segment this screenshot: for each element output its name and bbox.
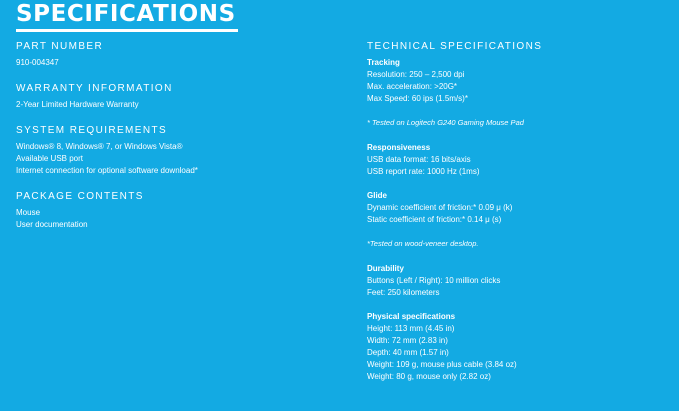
section-heading: WARRANTY INFORMATION (16, 83, 173, 94)
tracking-group (367, 57, 667, 105)
spec-line: USB data format: 16 bits/axis (367, 155, 471, 164)
durability-title: Durability (367, 264, 404, 273)
section-heading: PART NUMBER (16, 41, 104, 52)
title-underline (16, 29, 238, 32)
spec-line: Resolution: 250 – 2,500 dpi (367, 70, 465, 79)
spec-line: Weight: 80 g, mouse only (2.82 oz) (367, 372, 491, 381)
spec-line: Static coefficient of friction:* 0.14 μ (s) (367, 215, 502, 224)
right-column (367, 40, 667, 395)
glide-group (367, 190, 667, 226)
tracking-footnote: * Tested on Logitech G240 Gaming Mouse Pad (367, 118, 524, 127)
requirement-line: Available USB port (16, 154, 83, 163)
technical-specifications-heading: TECHNICAL SPECIFICATIONS (367, 41, 543, 52)
warranty-section (16, 82, 336, 111)
package-contents-section (16, 190, 336, 231)
glide-title: Glide (367, 191, 388, 200)
physical-title: Physical specifications (367, 312, 456, 321)
system-requirements-section (16, 124, 336, 177)
spec-line: Feet: 250 kilometers (367, 288, 440, 297)
tracking-title: Tracking (367, 58, 400, 67)
spec-line: Max. acceleration: >20G* (367, 82, 458, 91)
section-heading: SYSTEM REQUIREMENTS (16, 125, 168, 136)
spec-line: Dynamic coefficient of friction:* 0.09 μ (k) (367, 203, 513, 212)
requirement-line: Windows® 8, Windows® 7, or Windows Vista® (16, 142, 183, 151)
spec-line: Width: 72 mm (2.83 in) (367, 336, 448, 345)
spec-line: Weight: 109 g, mouse plus cable (3.84 oz) (367, 360, 517, 369)
package-item: User documentation (16, 220, 88, 229)
spec-line: Buttons (Left / Right): 10 million clicks (367, 276, 501, 285)
warranty-value: 2-Year Limited Hardware Warranty (16, 100, 139, 109)
section-heading: PACKAGE CONTENTS (16, 191, 144, 202)
durability-group (367, 263, 667, 299)
left-column (16, 40, 336, 244)
physical-specifications-group (367, 311, 667, 383)
spec-line: USB report rate: 1000 Hz (1ms) (367, 167, 480, 176)
page-title: SPECIFICATIONS (16, 1, 236, 27)
glide-footnote: *Tested on wood-veneer desktop. (367, 239, 479, 248)
responsiveness-group (367, 142, 667, 178)
spec-line: Height: 113 mm (4.45 in) (367, 324, 455, 333)
responsiveness-title: Responsiveness (367, 143, 431, 152)
package-item: Mouse (16, 208, 41, 217)
spec-line: Depth: 40 mm (1.57 in) (367, 348, 449, 357)
part-number-value: 910-004347 (16, 58, 59, 67)
part-number-section (16, 40, 336, 69)
requirement-line: Internet connection for optional software download* (16, 166, 198, 175)
spec-line: Max Speed: 60 ips (1.5m/s)* (367, 94, 468, 103)
